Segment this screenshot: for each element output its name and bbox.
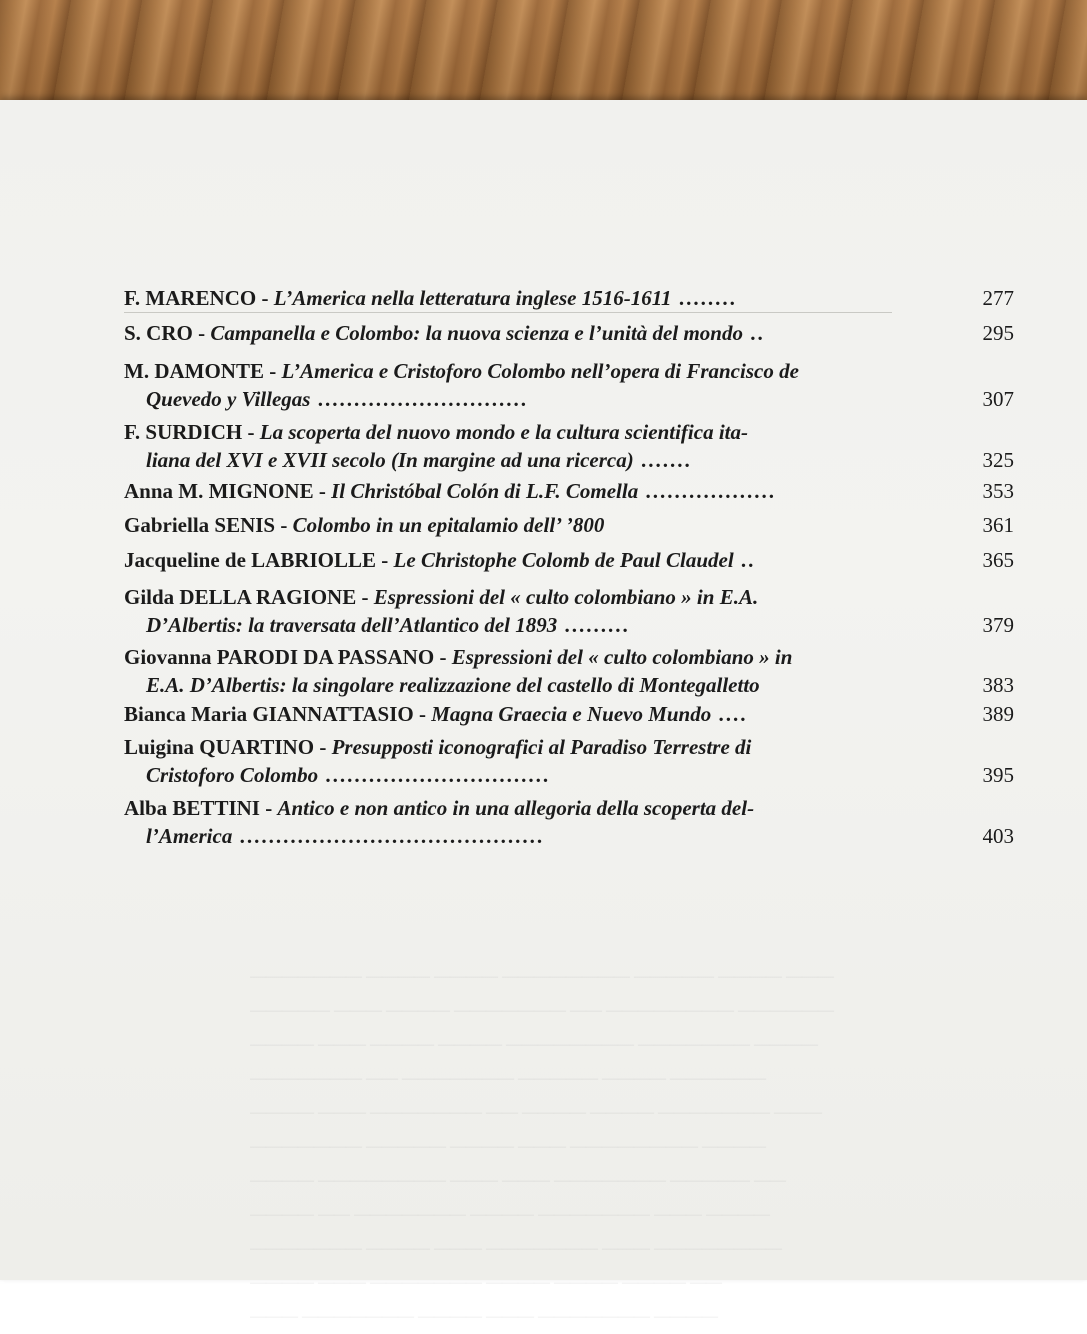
toc-entry (124, 546, 1014, 574)
page-number: 383 (982, 673, 1014, 697)
dot-leader: ............................. (310, 387, 528, 411)
dot-leader: .. (733, 548, 756, 572)
entry-title-continued: E.A. D’Albertis: la singolare realizzazione del castello di Montegalletto (146, 673, 760, 697)
toc-entry (124, 284, 1014, 312)
entry-text (124, 546, 894, 574)
entry-author: M. DAMONTE (124, 359, 264, 383)
page-number: 395 (982, 763, 1014, 787)
entry-title: Il Christóbal Colón di L.F. Comella (331, 479, 639, 503)
entry-continuation (124, 671, 894, 699)
dot-leader: .......................................... (232, 824, 545, 848)
entry-separator: - (313, 479, 332, 503)
dot-leader: ........ (671, 286, 737, 310)
entry-text (124, 583, 894, 639)
entry-text (124, 284, 894, 312)
entry-continuation (124, 761, 894, 789)
entry-continuation (124, 822, 894, 850)
entry-author: Bianca Maria GIANNATTASIO (124, 702, 414, 726)
page-number: 365 (982, 548, 1014, 572)
entry-title: Le Christophe Colomb de Paul Claudel (393, 548, 734, 572)
toc-entry (124, 511, 1014, 539)
entry-author: Jacqueline de LABRIOLLE (124, 548, 377, 572)
entry-text (124, 794, 894, 850)
entry-title-continued: Cristoforo Colombo (146, 763, 319, 787)
entry-author: Gilda DELLA RAGIONE (124, 585, 357, 609)
entry-separator: - (413, 702, 432, 726)
entry-title: Presupposti iconografici al Paradiso Terrestre di (331, 735, 752, 759)
entry-title: L’America nella letteratura inglese 1516-1611 (273, 286, 672, 310)
toc-entry (124, 319, 1014, 347)
page-number: 325 (982, 448, 1014, 472)
page-number: 361 (982, 513, 1014, 537)
dot-leader: .................. (638, 479, 776, 503)
entry-title: Campanella e Colombo: la nuova scienza e l’unità del mondo (210, 321, 743, 345)
entry-author: S. CRO (124, 321, 193, 345)
page-number: 379 (982, 613, 1014, 637)
dot-leader: ............................... (318, 763, 551, 787)
entry-author: Alba BETTINI (124, 796, 260, 820)
toc-entry (124, 794, 1014, 850)
entry-title: Antico e non antico in una allegoria della scoperta del- (277, 796, 755, 820)
dot-leader: .. (742, 321, 765, 345)
page-number: 389 (982, 702, 1014, 726)
entry-author: Gabriella SENIS (124, 513, 276, 537)
dot-leader: ....... (633, 448, 692, 472)
entry-title-continued: liana del XVI e XVII secolo (In margine ad una ricerca) (146, 448, 634, 472)
entry-author: F. MARENCO (124, 286, 257, 310)
entry-title: L’America e Cristoforo Colombo nell’opera di Francisco de (281, 359, 799, 383)
entry-separator: - (275, 513, 293, 537)
top-divider (124, 312, 892, 313)
entry-separator: - (434, 645, 452, 669)
entry-continuation (124, 385, 894, 413)
toc-entry (124, 733, 1014, 789)
entry-title: Colombo in un epitalamio dell’ ’800 (292, 513, 605, 537)
entry-text (124, 319, 894, 347)
entry-text (124, 733, 894, 789)
dot-leader: .... (711, 702, 748, 726)
entry-title: Espressioni del « culto colombiano » in (451, 645, 793, 669)
entry-separator: - (259, 796, 278, 820)
toc-entry (124, 418, 1014, 474)
entry-separator: - (264, 359, 282, 383)
entry-title: Magna Graecia e Nuevo Mundo (431, 702, 712, 726)
toc-entry (124, 477, 1014, 505)
entry-separator: - (242, 420, 260, 444)
entry-author: Giovanna PARODI DA PASSANO (124, 645, 435, 669)
toc-entry (124, 357, 1014, 413)
toc-entry (124, 700, 1014, 728)
dot-leader: ......... (557, 613, 630, 637)
entry-text (124, 700, 894, 728)
wooden-table-background (0, 0, 1087, 112)
entry-continuation (124, 611, 894, 639)
entry-separator: - (314, 735, 332, 759)
entry-text (124, 643, 894, 699)
toc-entry (124, 583, 1014, 639)
entry-author: Luigina QUARTINO (124, 735, 315, 759)
entry-author: Anna M. MIGNONE (124, 479, 314, 503)
entry-continuation (124, 446, 894, 474)
entry-title-continued: l’America (146, 824, 233, 848)
entry-text (124, 511, 894, 539)
entry-title-continued: D’Albertis: la traversata dell’Atlantico del 1893 (146, 613, 558, 637)
page-number: 295 (982, 321, 1014, 345)
entry-text (124, 357, 894, 413)
entry-title: La scoperta del nuovo mondo e la cultura scientifica ita- (259, 420, 748, 444)
page-number: 307 (982, 387, 1014, 411)
entry-separator: - (256, 286, 274, 310)
page-number: 403 (982, 824, 1014, 848)
entry-separator: - (376, 548, 394, 572)
toc-entry (124, 643, 1014, 699)
entry-text (124, 418, 894, 474)
entry-title: Espressioni del « culto colombiano » in E.A. (373, 585, 759, 609)
page-number: 353 (982, 479, 1014, 503)
show-through-text: ——————— ———— ———— ———————— ————— ———— ——— ————— ——— ———— ——————— —— ———————— —————— ———— ——— ———— ———— ———————— ——————— ———— ——————— —— ——————— ————— ———— —————— ———— ——— ——————— —— ———— ———— ——————— ——— ——————— ————— ———— ——— ———————— ———— ———— ———————— ——— ——— ——————— ————— —— ———— —— ——————— ———— ——————— ——— ———— ——————— ———— ——— ——————— ——— ———————— ———— ——— ——————— ———— ———— ———— —— ——— ——————— ———— ——— ——————— ———— (250, 968, 834, 1325)
entry-separator: - (356, 585, 374, 609)
entry-text (124, 477, 894, 505)
entry-title-continued: Quevedo y Villegas (146, 387, 311, 411)
entry-author: F. SURDICH (124, 420, 243, 444)
page-number: 277 (982, 286, 1014, 310)
entry-separator: - (192, 321, 211, 345)
